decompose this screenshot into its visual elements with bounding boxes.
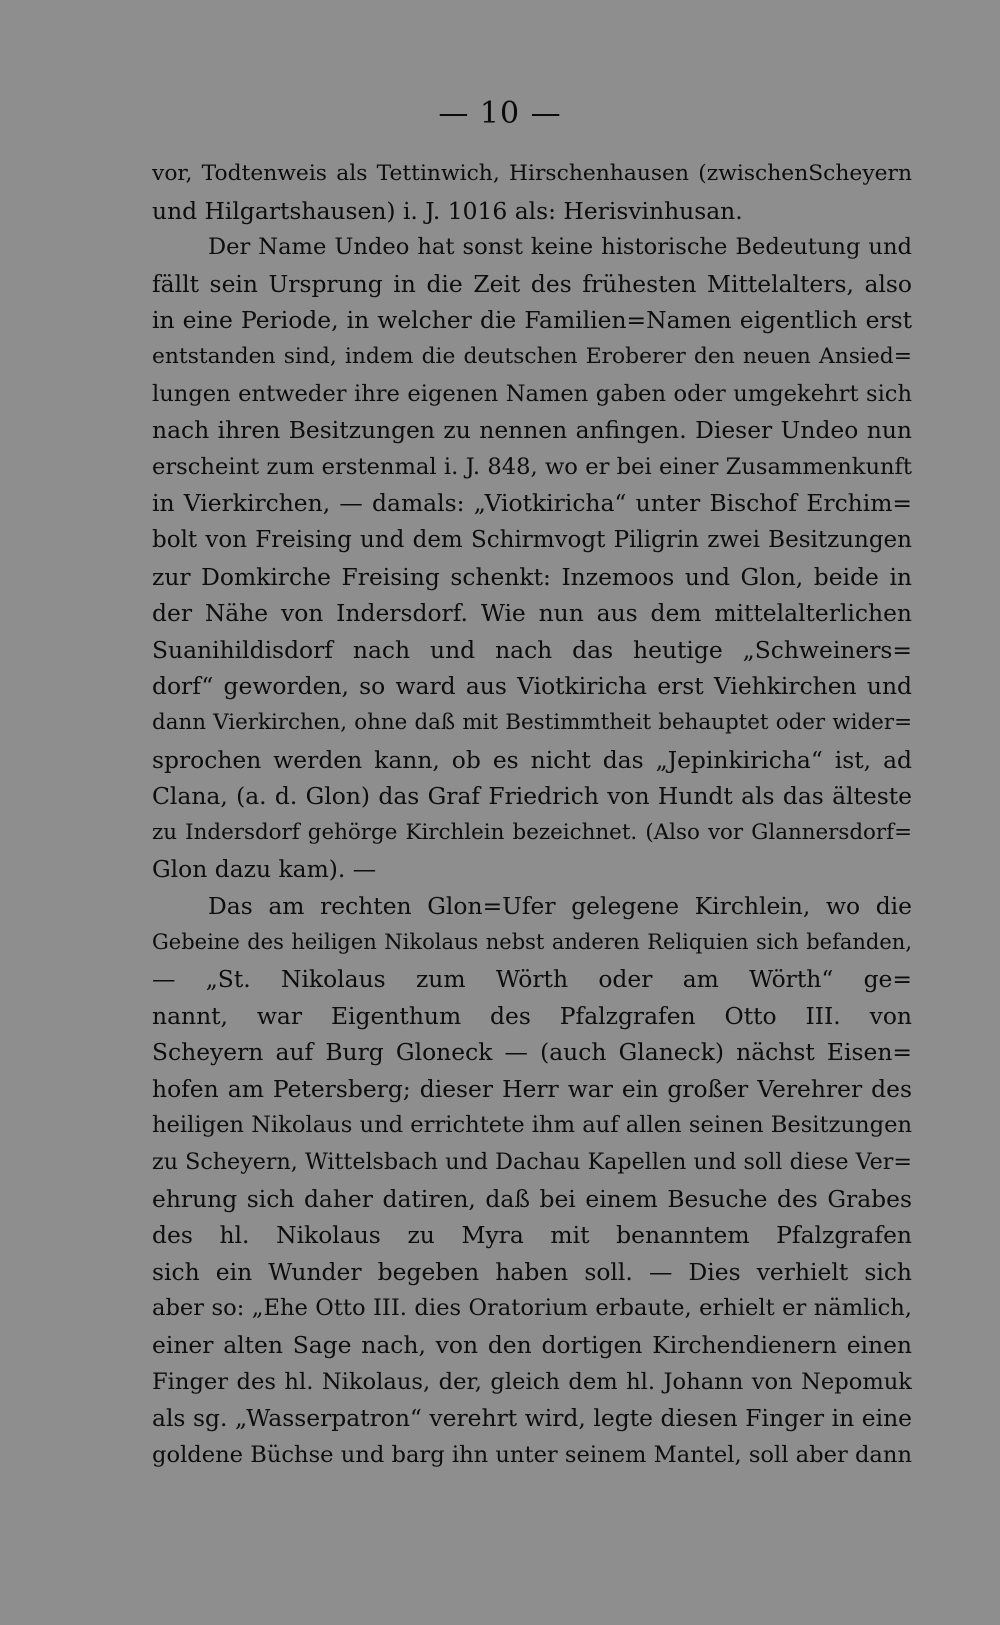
text-line: fällt sein Ursprung in die Zeit des frühesten Mittelalters, also	[152, 269, 912, 298]
text-line: Clana, (a. d. Glon) das Graf Friedrich von Hundt als das älteste	[152, 782, 912, 811]
text-line: vor, Todtenweis als Tettinwich, Hirschenhausen (zwischenScheyern	[152, 161, 912, 186]
text-line: lungen entweder ihre eigenen Namen gaben oder umgekehrt sich	[152, 380, 912, 407]
text-line: — „St. Nikolaus zum Wörth oder am Wörth“ ge=	[152, 965, 912, 994]
text-line: der Nähe von Indersdorf. Wie nun aus dem mittelalterlichen	[152, 599, 912, 628]
text-line: des hl. Nikolaus zu Myra mit benanntem Pfalzgrafen	[152, 1221, 912, 1250]
text-line: hofen am Petersberg; dieser Herr war ein großer Verehrer des	[152, 1074, 912, 1103]
text-line: nannt, war Eigenthum des Pfalzgrafen Otto III. von	[152, 1001, 912, 1030]
text-line: als sg. „Wasserpatron“ verehrt wird, legte diesen Finger in eine	[152, 1404, 912, 1433]
text-line: Gebeine des heiligen Nikolaus nebst anderen Reliquien sich befanden,	[152, 930, 912, 955]
text-line: und Hilgartshausen) i. J. 1016 als: Herisvinhusan.	[152, 196, 743, 225]
text-line: zu Scheyern, Wittelsbach und Dachau Kapellen und soll diese Ver=	[152, 1149, 912, 1176]
text-line: Glon dazu kam). —	[152, 855, 377, 884]
text-line: zur Domkirche Freising schenkt: Inzemoos und Glon, beide in	[152, 562, 912, 591]
text-line: heiligen Nikolaus und errichtete ihm auf allen seinen Besitzungen	[152, 1112, 912, 1139]
text-line: dorf“ geworden, so ward aus Viotkiricha erst Viehkirchen und	[152, 672, 912, 701]
text-line: sich ein Wunder begeben haben soll. — Dies verhielt sich	[152, 1257, 912, 1286]
text-line: Suanihildisdorf nach und nach das heutige „Schweiners=	[152, 635, 912, 664]
text-line: ehrung sich daher datiren, daß bei einem Besuche des Grabes	[152, 1184, 912, 1213]
text-line: goldene Büchse und barg ihn unter seinem Mantel, soll aber dann	[152, 1441, 912, 1468]
text-line: Der Name Undeo hat sonst keine historische Bedeutung und	[208, 234, 912, 261]
text-line: aber so: „Ehe Otto III. dies Oratorium erbaute, erhielt er nämlich,	[152, 1295, 912, 1322]
text-line: einer alten Sage nach, von den dortigen Kirchendienern einen	[152, 1331, 912, 1359]
text-line: in eine Periode, in welcher die Familien=Namen eigentlich erst	[152, 306, 912, 335]
text-line: Das am rechten Glon=Ufer gelegene Kirchlein, wo die	[208, 891, 912, 920]
text-line: Finger des hl. Nikolaus, der, gleich dem hl. Johann von Nepomuk	[152, 1368, 912, 1395]
page-number-header: — 10 —	[438, 96, 562, 131]
text-line: sprochen werden kann, ob es nicht das „Jepinkiricha“ ist, ad	[152, 745, 912, 774]
text-line: zu Indersdorf gehörge Kirchlein bezeichnet. (Also vor Glannersdorf=	[152, 819, 912, 845]
text-line: Scheyern auf Burg Gloneck — (auch Glaneck) nächst Eisen=	[152, 1038, 912, 1067]
text-line: entstanden sind, indem die deutschen Eroberer den neuen Ansied=	[152, 343, 912, 369]
text-line: in Vierkirchen, — damals: „Viotkiricha“ unter Bischof Erchim=	[152, 489, 912, 518]
text-line: bolt von Freising und dem Schirmvogt Piligrin zwei Besitzungen	[152, 526, 912, 553]
text-line: erscheint zum erstenmal i. J. 848, wo er bei einer Zusammenkunft	[152, 453, 912, 480]
text-line: nach ihren Besitzungen zu nennen anfingen. Dieser Undeo nun	[152, 416, 912, 445]
body-text	[152, 156, 912, 1473]
text-line: dann Vierkirchen, ohne daß mit Bestimmtheit behauptet oder wider=	[152, 709, 912, 735]
